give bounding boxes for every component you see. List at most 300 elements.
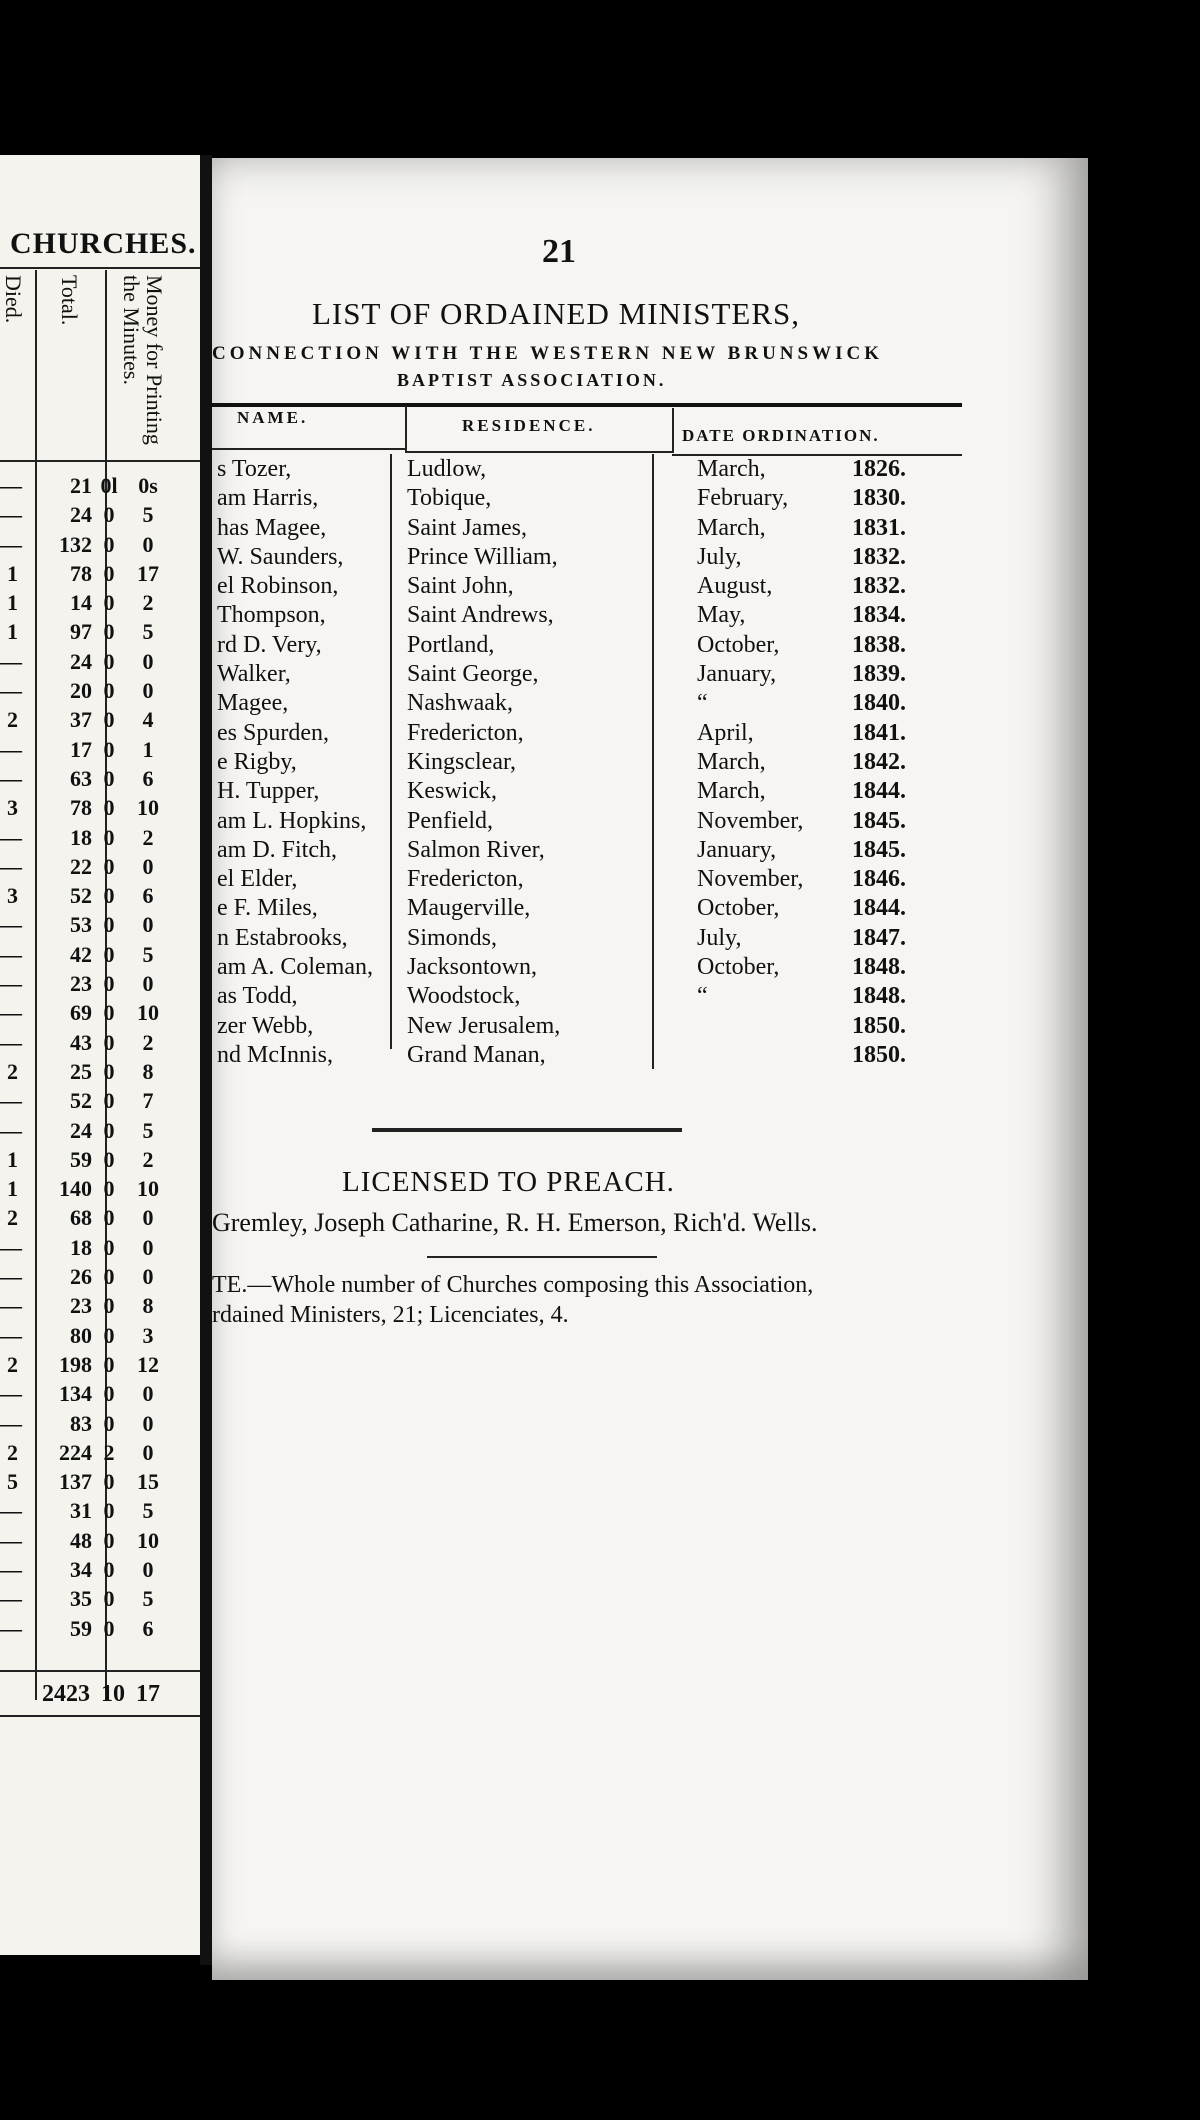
shillings-cell: 10 — [137, 795, 159, 821]
died-cell: — — [0, 824, 22, 850]
shillings-cell: 0 — [142, 971, 154, 997]
page-title: LIST OF ORDAINED MINISTERS, — [312, 296, 801, 331]
minister-residence: Woodstock, — [407, 983, 521, 1010]
header-date: DATE ORDINATION. — [682, 426, 880, 445]
died-cell: — — [0, 1322, 22, 1348]
pounds-cell: 0 — [103, 824, 115, 850]
minister-month: October, — [697, 895, 780, 922]
left-table-row — [0, 1147, 200, 1176]
died-cell: 1 — [7, 590, 18, 616]
left-table-row — [0, 795, 200, 824]
minister-residence: Saint Andrews, — [407, 602, 554, 629]
died-cell: — — [0, 502, 22, 528]
total-cell: 23 — [70, 1293, 92, 1319]
minister-row — [212, 544, 1062, 573]
minister-year: 1832. — [852, 573, 906, 600]
minister-month: January, — [697, 661, 777, 688]
minister-name: am A. Coleman, — [217, 954, 373, 981]
minister-name: has Magee, — [217, 514, 327, 541]
total-cell: 34 — [70, 1556, 92, 1582]
left-table-row — [0, 1498, 200, 1527]
left-table-row — [0, 1118, 200, 1147]
pounds-cell: 0 — [103, 795, 115, 821]
pounds-cell: 0 — [103, 619, 115, 645]
total-cell: 20 — [70, 678, 92, 704]
shillings-cell: 5 — [142, 1586, 154, 1612]
total-cell: 22 — [70, 853, 92, 879]
died-cell: — — [0, 473, 22, 498]
pounds-cell: 0 — [103, 883, 115, 909]
died-cell: — — [0, 1264, 22, 1290]
shillings-cell: 2 — [142, 824, 154, 850]
minister-month: January, — [697, 836, 777, 863]
minister-row — [212, 720, 1062, 749]
shillings-cell: 5 — [142, 1117, 154, 1143]
minister-year: 1845. — [852, 807, 906, 834]
minister-year: 1842. — [852, 748, 906, 775]
minister-row — [212, 837, 1062, 866]
pounds-cell: 2 — [103, 1439, 115, 1465]
minister-month: February, — [697, 485, 789, 512]
minister-month: November, — [697, 807, 804, 834]
died-cell: 5 — [7, 1469, 18, 1495]
note-paragraph — [212, 1270, 1072, 1330]
shillings-cell: 5 — [142, 619, 154, 645]
minister-name: Thompson, — [217, 602, 326, 629]
minister-residence: Saint James, — [407, 514, 527, 541]
shillings-cell: 10 — [137, 1527, 159, 1553]
minister-row — [212, 515, 1062, 544]
left-table-row — [0, 590, 200, 619]
minister-year: 1847. — [852, 924, 906, 951]
died-cell: — — [0, 853, 22, 879]
left-table-row — [0, 854, 200, 883]
died-cell: 1 — [7, 1146, 18, 1172]
minister-residence: Ludlow, — [407, 456, 487, 482]
minister-row — [212, 602, 1062, 631]
minister-row — [212, 954, 1062, 983]
minister-year: 1841. — [852, 719, 906, 746]
header-rule — [0, 267, 200, 269]
minister-name: n Estabrooks, — [217, 924, 348, 951]
died-cell: 1 — [7, 560, 18, 586]
header-underline — [212, 448, 405, 450]
died-cell: 2 — [7, 1205, 18, 1231]
shillings-cell: 2 — [142, 590, 154, 616]
minister-month: August, — [697, 573, 773, 600]
minister-row — [212, 632, 1062, 661]
minister-month: “ — [697, 690, 708, 717]
total-shillings: 17 — [136, 1681, 160, 1707]
minister-year: 1832. — [852, 543, 906, 570]
col-head-total: Total. — [57, 275, 83, 326]
pounds-cell: 0 — [103, 736, 115, 762]
minister-row — [212, 1042, 1062, 1071]
header-residence: RESIDENCE. — [462, 416, 596, 435]
total-cell: 43 — [70, 1029, 92, 1055]
minister-row — [212, 778, 1062, 807]
died-cell: — — [0, 1000, 22, 1026]
minister-name: e Rigby, — [217, 748, 297, 775]
shillings-cell: 7 — [142, 1088, 154, 1114]
died-cell: — — [0, 1586, 22, 1612]
minister-name: el Elder, — [217, 866, 298, 893]
bottom-rule — [0, 1715, 200, 1717]
pounds-cell: 0 — [103, 853, 115, 879]
left-table-row — [0, 971, 200, 1000]
shillings-cell: 0 — [142, 853, 154, 879]
ministers-table-body — [212, 456, 1062, 1071]
pounds-cell: 0 — [103, 678, 115, 704]
minister-name: e F. Miles, — [217, 895, 318, 922]
minister-row — [212, 456, 1062, 485]
total-cell: 24 — [70, 502, 92, 528]
shillings-cell: 15 — [137, 1469, 159, 1495]
minister-month: March, — [697, 748, 766, 775]
left-table-row — [0, 473, 200, 502]
book-gutter — [200, 155, 212, 1965]
minister-residence: Penfield, — [407, 807, 493, 834]
header-divider — [405, 406, 407, 451]
left-table-row — [0, 1293, 200, 1322]
minister-residence: Grand Manan, — [407, 1041, 546, 1068]
shillings-cell: 0 — [142, 912, 154, 938]
minister-year: 1845. — [852, 836, 906, 863]
col-head-died: Died. — [1, 275, 27, 324]
minister-residence: Tobique, — [407, 485, 492, 512]
minister-residence: Salmon River, — [407, 836, 545, 863]
died-cell: — — [0, 1088, 22, 1114]
left-table-row — [0, 532, 200, 561]
left-table-row — [0, 619, 200, 648]
total-pounds: 10 — [101, 1681, 125, 1707]
left-table-row — [0, 1381, 200, 1410]
left-table-row — [0, 707, 200, 736]
minister-residence: Maugerville, — [407, 895, 531, 922]
total-cell: 68 — [70, 1205, 92, 1231]
total-cell: 198 — [59, 1351, 92, 1377]
died-cell: — — [0, 678, 22, 704]
shillings-cell: 0 — [142, 1264, 154, 1290]
died-cell: — — [0, 1527, 22, 1553]
died-cell: — — [0, 765, 22, 791]
total-cell: 59 — [70, 1615, 92, 1641]
left-table-row — [0, 1205, 200, 1234]
left-table-row — [0, 1235, 200, 1264]
minister-row — [212, 1013, 1062, 1042]
total-cell: 53 — [70, 912, 92, 938]
pounds-cell: 0 — [103, 1293, 115, 1319]
shillings-cell: 0 — [142, 678, 154, 704]
minister-year: 1848. — [852, 983, 906, 1010]
minister-year: 1846. — [852, 866, 906, 893]
minister-name: am L. Hopkins, — [217, 807, 367, 834]
total-cell: 97 — [70, 619, 92, 645]
shillings-cell: 2 — [142, 1029, 154, 1055]
minister-residence: New Jerusalem, — [407, 1012, 561, 1039]
minister-year: 1834. — [852, 602, 906, 629]
total-cell: 14 — [70, 590, 92, 616]
page-subtitle-line2: BAPTIST ASSOCIATION. — [397, 370, 667, 390]
pounds-cell: 0 — [103, 1058, 115, 1084]
pounds-cell: 0 — [103, 1615, 115, 1641]
minister-year: 1826. — [852, 456, 906, 482]
left-table-row — [0, 737, 200, 766]
shillings-cell: 0 — [142, 531, 154, 557]
header-name: NAME. — [237, 408, 309, 427]
pounds-cell: 0 — [103, 765, 115, 791]
minister-row — [212, 573, 1062, 602]
minister-year: 1831. — [852, 514, 906, 541]
minister-name: zer Webb, — [217, 1012, 314, 1039]
minister-year: 1844. — [852, 778, 906, 805]
pounds-cell: 0 — [103, 1029, 115, 1055]
left-table-row — [0, 561, 200, 590]
died-cell: — — [0, 971, 22, 997]
minister-month: “ — [697, 983, 708, 1010]
minister-residence: Nashwaak, — [407, 690, 513, 717]
note-rule — [427, 1256, 657, 1258]
shillings-cell: 5 — [142, 502, 154, 528]
left-table-row — [0, 1264, 200, 1293]
died-cell: — — [0, 1410, 22, 1436]
minister-name: as Todd, — [217, 983, 298, 1010]
minister-row — [212, 749, 1062, 778]
total-cell: 63 — [70, 765, 92, 791]
licensed-names: Gremley, Joseph Catharine, R. H. Emerson, Rich'd. Wells. — [212, 1208, 818, 1237]
minister-row — [212, 866, 1062, 895]
pounds-cell: 0 — [103, 707, 115, 733]
header-divider — [672, 408, 674, 453]
total-cell: 42 — [70, 941, 92, 967]
pounds-cell: 0 — [103, 1000, 115, 1026]
died-cell: — — [0, 1234, 22, 1260]
shillings-cell: 8 — [142, 1058, 154, 1084]
minister-year: 1830. — [852, 485, 906, 512]
minister-month: March, — [697, 456, 766, 482]
total-cell: 52 — [70, 1088, 92, 1114]
minister-month: July, — [697, 924, 742, 951]
minister-row — [212, 983, 1062, 1012]
shillings-cell: 6 — [142, 765, 154, 791]
died-cell: — — [0, 1615, 22, 1641]
died-cell: 2 — [7, 1351, 18, 1377]
col-head-money: Money for Printing the Minutes. — [119, 275, 168, 445]
minister-month: March, — [697, 778, 766, 805]
left-table-row — [0, 825, 200, 854]
total-cell: 132 — [59, 531, 92, 557]
pounds-cell: 0 — [103, 648, 115, 674]
minister-name: am D. Fitch, — [217, 836, 337, 863]
minister-row — [212, 925, 1062, 954]
minister-residence: Jacksontown, — [407, 954, 537, 981]
minister-month: July, — [697, 543, 742, 570]
died-cell: — — [0, 648, 22, 674]
died-cell: 2 — [7, 707, 18, 733]
minister-year: 1848. — [852, 954, 906, 981]
pounds-cell: 0 — [103, 1527, 115, 1553]
total-cell: 59 — [70, 1146, 92, 1172]
left-table-row — [0, 1323, 200, 1352]
minister-residence: Saint George, — [407, 661, 539, 688]
left-page-fragment — [0, 155, 200, 1955]
total-cell: 25 — [70, 1058, 92, 1084]
right-page — [212, 158, 1088, 1980]
died-cell: — — [0, 531, 22, 557]
pounds-cell: 0 — [103, 560, 115, 586]
pounds-cell: 0 — [103, 1556, 115, 1582]
total-cell: 80 — [70, 1322, 92, 1348]
minister-month: March, — [697, 514, 766, 541]
pounds-cell: 0 — [103, 1469, 115, 1495]
died-cell: — — [0, 941, 22, 967]
shillings-cell: 0 — [142, 1556, 154, 1582]
shillings-cell: 0 — [142, 1234, 154, 1260]
note-line-1: TE.—Whole number of Churches composing this Association, — [212, 1272, 814, 1298]
total-members: 2423 — [42, 1681, 90, 1707]
table-top-rule — [212, 403, 962, 407]
pounds-cell: 0l — [100, 473, 118, 498]
died-cell: 1 — [7, 619, 18, 645]
total-cell: 69 — [70, 1000, 92, 1026]
total-cell: 83 — [70, 1410, 92, 1436]
minister-month: May, — [697, 602, 746, 629]
page-subtitle-line1: CONNECTION WITH THE WESTERN NEW BRUNSWICK — [212, 343, 883, 364]
pounds-cell: 0 — [103, 1322, 115, 1348]
total-cell: 52 — [70, 883, 92, 909]
minister-year: 1844. — [852, 895, 906, 922]
total-cell: 35 — [70, 1586, 92, 1612]
minister-row — [212, 661, 1062, 690]
died-cell: — — [0, 1029, 22, 1055]
section-divider — [372, 1128, 682, 1132]
total-cell: 24 — [70, 648, 92, 674]
totals-rule — [0, 1670, 200, 1672]
left-page-header: CHURCHES. — [10, 227, 197, 260]
pounds-cell: 0 — [103, 590, 115, 616]
pounds-cell: 0 — [103, 1410, 115, 1436]
shillings-cell: 0 — [142, 1410, 154, 1436]
minister-month: November, — [697, 866, 804, 893]
minister-row — [212, 895, 1062, 924]
minister-year: 1850. — [852, 1041, 906, 1068]
left-table-row — [0, 1586, 200, 1615]
shillings-cell: 0 — [142, 1381, 154, 1407]
minister-row — [212, 690, 1062, 719]
left-table-row — [0, 1059, 200, 1088]
minister-name: am Harris, — [217, 485, 319, 512]
note-line-2: rdained Ministers, 21; Licenciates, 4. — [212, 1302, 569, 1328]
minister-name: Walker, — [217, 661, 291, 688]
total-cell: 137 — [59, 1469, 92, 1495]
shillings-cell: 6 — [142, 1615, 154, 1641]
minister-row — [212, 808, 1062, 837]
shillings-cell: 0 — [142, 1205, 154, 1231]
total-cell: 17 — [70, 736, 92, 762]
total-cell: 31 — [70, 1498, 92, 1524]
left-table-row — [0, 1616, 200, 1645]
minister-month: October, — [697, 954, 780, 981]
minister-name: W. Saunders, — [217, 543, 344, 570]
minister-residence: Kingsclear, — [407, 748, 516, 775]
total-cell: 24 — [70, 1117, 92, 1143]
minister-month: April, — [697, 719, 754, 746]
shillings-cell: 0 — [142, 648, 154, 674]
minister-name: H. Tupper, — [217, 778, 320, 805]
pounds-cell: 0 — [103, 1205, 115, 1231]
shillings-cell: 10 — [137, 1176, 159, 1202]
total-cell: 224 — [59, 1439, 92, 1465]
minister-residence: Prince William, — [407, 543, 558, 570]
left-table-row — [0, 1469, 200, 1498]
pounds-cell: 0 — [103, 941, 115, 967]
died-cell: — — [0, 912, 22, 938]
left-table-row — [0, 912, 200, 941]
left-table-body — [0, 473, 200, 1645]
pounds-cell: 0 — [103, 1351, 115, 1377]
shillings-cell: 1 — [142, 736, 154, 762]
minister-residence: Simonds, — [407, 924, 498, 951]
minister-name: el Robinson, — [217, 573, 339, 600]
pounds-cell: 0 — [103, 1234, 115, 1260]
total-cell: 21 — [70, 473, 92, 498]
pounds-cell: 0 — [103, 971, 115, 997]
left-table-row — [0, 1352, 200, 1381]
died-cell: 1 — [7, 1176, 18, 1202]
total-cell: 18 — [70, 1234, 92, 1260]
pounds-cell: 0 — [103, 1117, 115, 1143]
died-cell: — — [0, 1293, 22, 1319]
header-underline — [405, 451, 672, 453]
died-cell: — — [0, 736, 22, 762]
pounds-cell: 0 — [103, 1586, 115, 1612]
died-cell: — — [0, 1381, 22, 1407]
left-table-row — [0, 1030, 200, 1059]
shillings-cell: 4 — [142, 707, 154, 733]
total-cell: 48 — [70, 1527, 92, 1553]
minister-year: 1850. — [852, 1012, 906, 1039]
shillings-cell: 6 — [142, 883, 154, 909]
total-cell: 134 — [59, 1381, 92, 1407]
total-cell: 26 — [70, 1264, 92, 1290]
pounds-cell: 0 — [103, 502, 115, 528]
minister-residence: Fredericton, — [407, 719, 524, 746]
left-table-row — [0, 1557, 200, 1586]
died-cell: — — [0, 1556, 22, 1582]
minister-name: es Spurden, — [217, 719, 329, 746]
left-table-row — [0, 883, 200, 912]
minister-year: 1839. — [852, 661, 906, 688]
minister-month: October, — [697, 631, 780, 658]
page-number: 21 — [542, 233, 576, 270]
minister-residence: Saint John, — [407, 573, 514, 600]
licensed-heading: LICENSED TO PREACH. — [342, 1166, 675, 1198]
died-cell: 3 — [7, 795, 18, 821]
shillings-cell: 3 — [142, 1322, 154, 1348]
left-table-row — [0, 1411, 200, 1440]
total-cell: 78 — [70, 560, 92, 586]
minister-name: rd D. Very, — [217, 631, 322, 658]
left-table-row — [0, 678, 200, 707]
pounds-cell: 0 — [103, 912, 115, 938]
minister-row — [212, 485, 1062, 514]
total-cell: 23 — [70, 971, 92, 997]
left-table-row — [0, 1440, 200, 1469]
left-table-row — [0, 649, 200, 678]
left-table-row — [0, 1088, 200, 1117]
pounds-cell: 0 — [103, 1176, 115, 1202]
minister-residence: Fredericton, — [407, 866, 524, 893]
